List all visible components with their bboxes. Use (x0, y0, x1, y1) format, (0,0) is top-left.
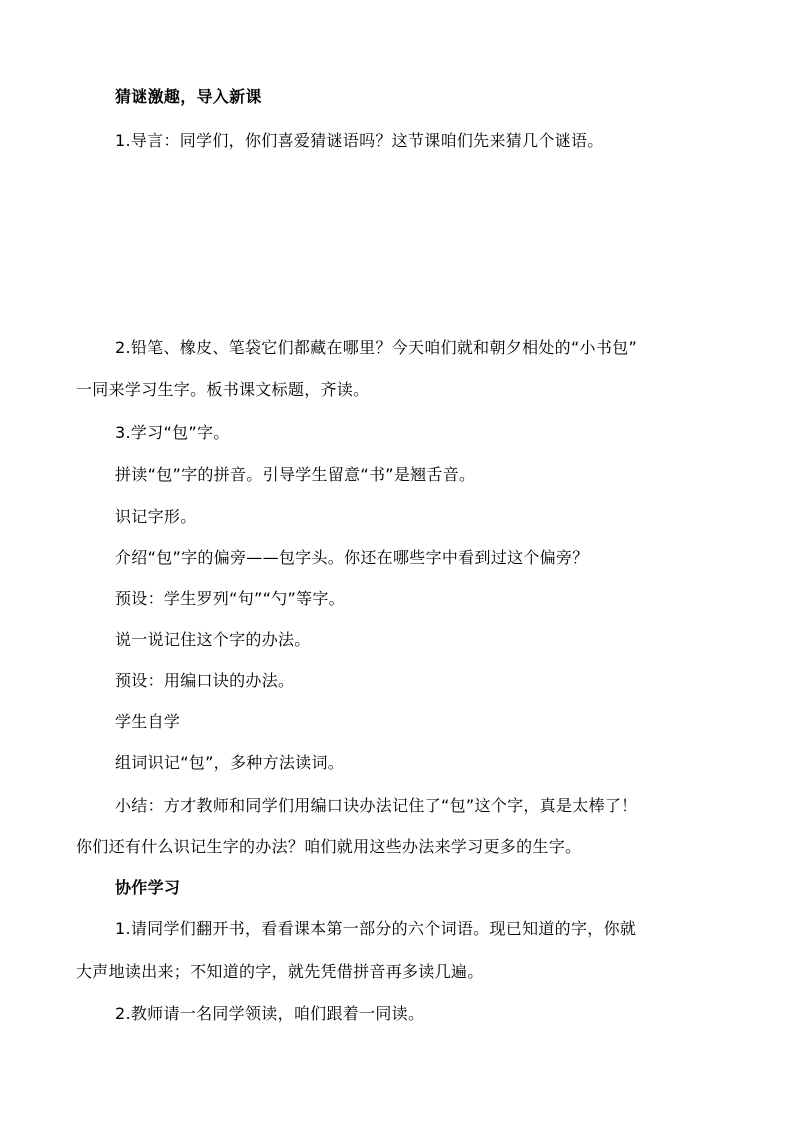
paragraph-words: 组词识记“包”，多种方法读词。 (115, 753, 345, 772)
paragraph-self-study: 学生自学 (115, 712, 181, 731)
paragraph-method: 说一说记住这个字的办法。 (115, 630, 311, 649)
paragraph-summary-line2: 你们还有什么识记生字的办法？咱们就用这些办法来学习更多的生字。 (76, 837, 582, 856)
paragraph-item2-line2: 一同来学习生字。板书课文标题，齐读。 (76, 380, 370, 399)
paragraph-item2-line1: 2.铅笔、橡皮、笔袋它们都藏在哪里？今天咱们就和朝夕相处的“小书包” (115, 338, 638, 357)
paragraph-coop1-line2: 大声地读出来；不知道的字，就先凭借拼音再多读几遍。 (76, 962, 484, 981)
paragraph-coop2: 2.教师请一名同学领读，咱们跟着一同读。 (115, 1004, 425, 1023)
paragraph-shape: 识记字形。 (115, 507, 197, 526)
paragraph-pinyin: 拼读“包”字的拼音。引导学生留意“书”是翘舌音。 (115, 465, 476, 484)
paragraph-preset1: 预设：学生罗列“句”“勺”等字。 (115, 589, 345, 608)
section-heading-riddles: 猜谜激趣，导入新课 (115, 87, 262, 106)
section-heading-cooperative: 协作学习 (115, 878, 181, 897)
paragraph-radical: 介绍“包”字的偏旁——包字头。你还在哪些字中看到过这个偏旁？ (115, 548, 589, 567)
paragraph-preset2: 预设：用编口诀的办法。 (115, 671, 295, 690)
paragraph-item3: 3.学习“包”字。 (115, 423, 230, 442)
paragraph-summary-line1: 小结：方才教师和同学们用编口诀办法记住了“包”这个字，真是太棒了！ (115, 796, 638, 815)
paragraph-intro: 1.导言：同学们，你们喜爱猜谜语吗？这节课咱们先来猜几个谜语。 (115, 131, 604, 150)
paragraph-coop1-line1: 1.请同学们翻开书，看看课本第一部分的六个词语。现已知道的字，你就 (115, 919, 637, 938)
